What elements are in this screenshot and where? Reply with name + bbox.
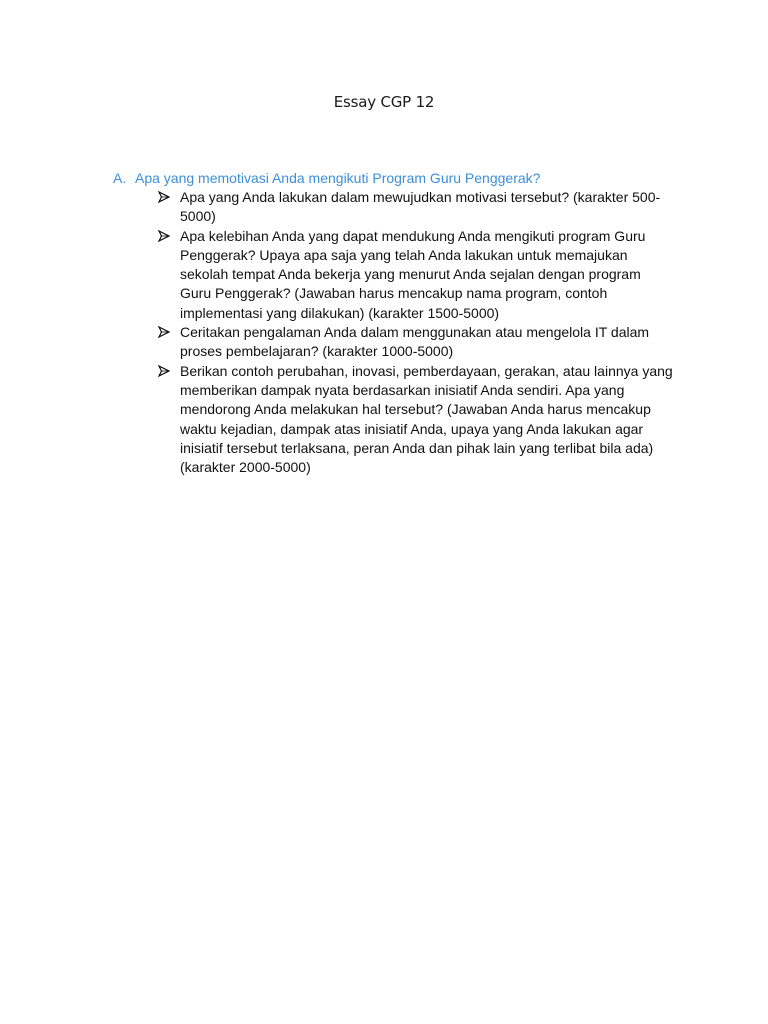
question-list [158, 188, 713, 477]
list-item-text: Berikan contoh perubahan, inovasi, pemberdayaan, gerakan, atau lainnya yang memberikan dampak nyata berdasarkan inisiatif Anda sendiri. Apa yang mendorong Anda melakukan hal tersebut? (Jawaban Anda harus mencakup waktu kejadian, dampak atas inisiatif Anda, upaya yang Anda lakukan agar inisiatif tersebut terlaksana, peran Anda dan pihak lain yang terlibat bila ada) (karakter 2000-5000) [180, 362, 673, 476]
list-item [158, 362, 713, 478]
section-heading [113, 169, 713, 188]
list-item-text: Ceritakan pengalaman Anda dalam menggunakan atau mengelola IT dalam proses pembelajaran? (karakter 1000-5000) [180, 324, 650, 360]
question-section [113, 169, 713, 477]
list-item [158, 323, 713, 362]
arrowhead-bullet-icon [158, 227, 180, 323]
arrowhead-bullet-icon [158, 362, 180, 478]
list-item [158, 188, 713, 227]
list-item-text: Apa kelebihan Anda yang dapat mendukung Anda mengikuti program Guru Penggerak? Upaya apa saja yang telah Anda lakukan untuk memajukan sekolah tempat Anda bekerja yang menurut Anda sejalan dengan program Guru Penggerak? (Jawaban harus mencakup nama program, contoh implementasi yang dilakukan) (karakter 1500-5000) [180, 227, 646, 321]
arrowhead-bullet-icon [158, 188, 180, 227]
section-marker: A. [113, 170, 127, 186]
section-heading-text: Apa yang memotivasi Anda mengikuti Program Guru Penggerak? [135, 170, 541, 186]
list-item-text: Apa yang Anda lakukan dalam mewujudkan motivasi tersebut? (karakter 500- 5000) [180, 189, 661, 225]
list-item [158, 227, 713, 323]
document-title: Essay CGP 12 [333, 93, 435, 111]
arrowhead-bullet-icon [158, 323, 180, 362]
